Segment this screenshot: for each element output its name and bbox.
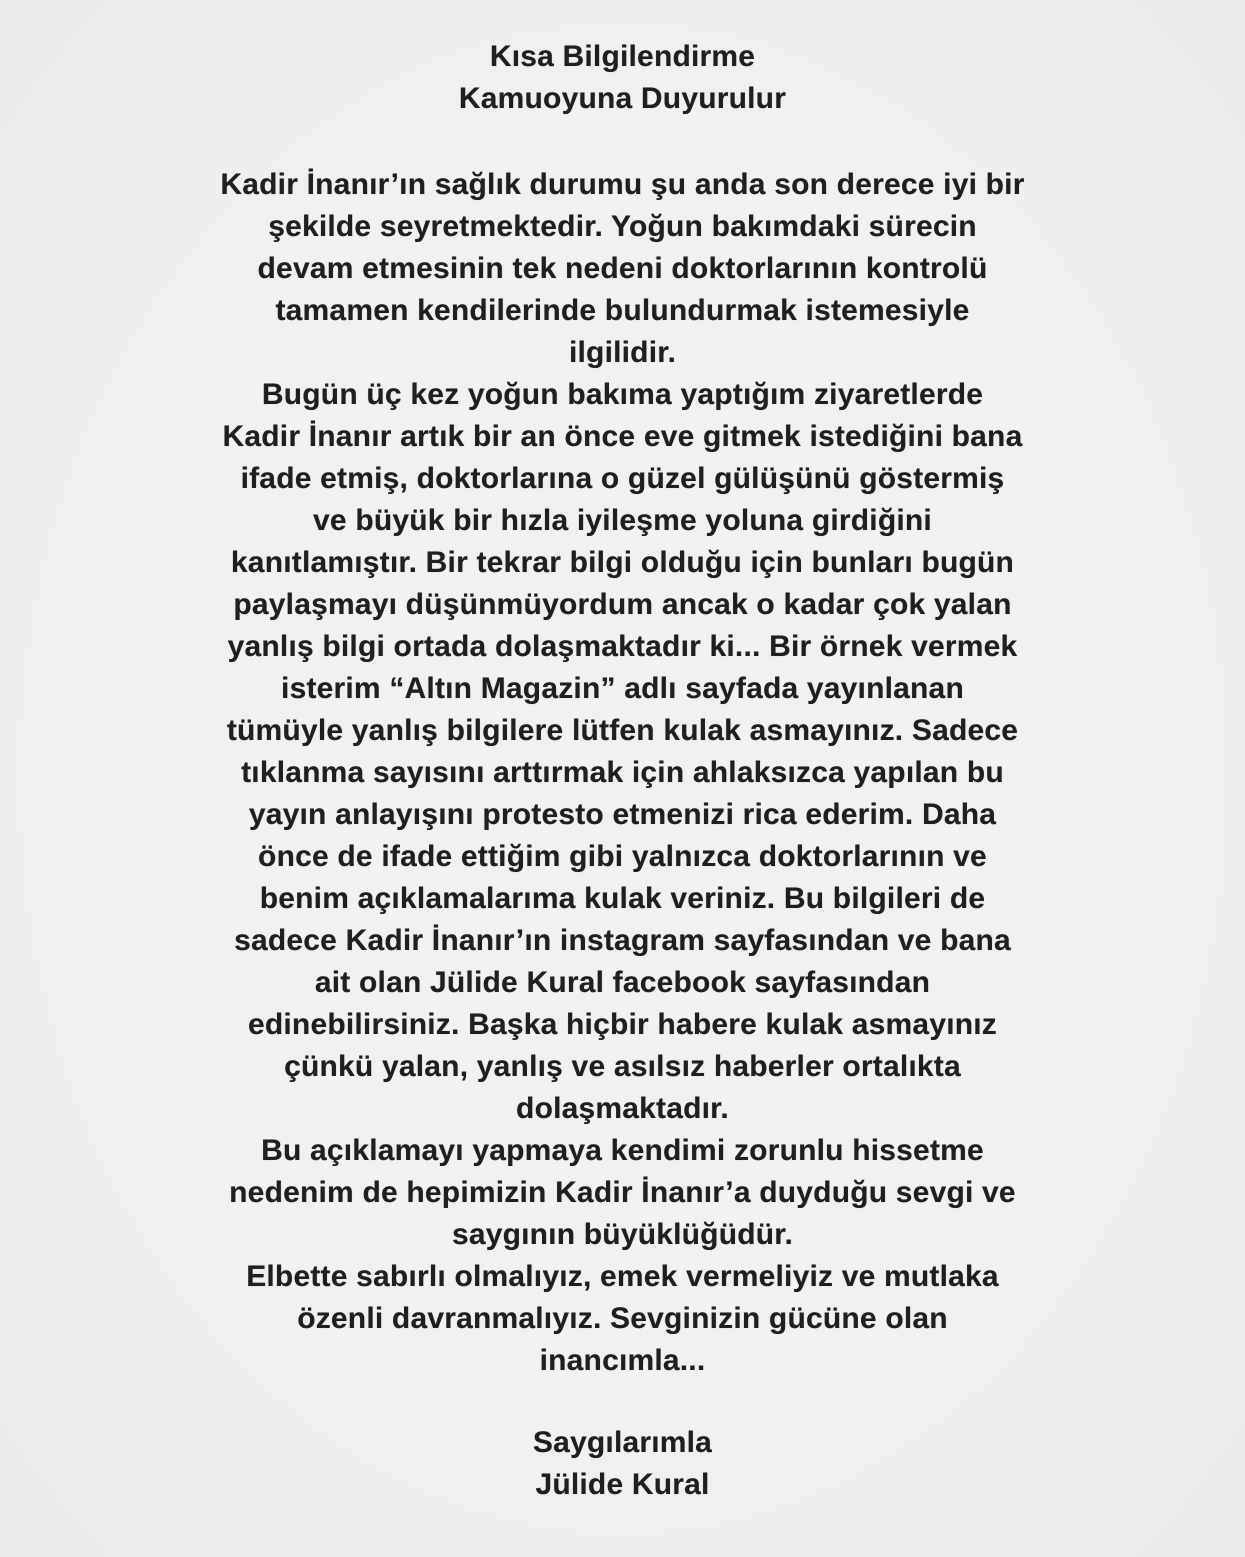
body-line: benim açıklamalarıma kulak veriniz. Bu bilgileri de — [259, 882, 986, 915]
body-line: özenli davranmalıyız. Sevginizin gücüne olan — [297, 1302, 948, 1335]
body-line: Elbette sabırlı olmalıyız, emek vermeliyiz ve mutlaka — [246, 1260, 999, 1293]
body-signature-spacer — [0, 1382, 1245, 1422]
body-line: Kadir İnanır’ın sağlık durumu şu anda son derece iyi bir — [220, 168, 1025, 201]
document-signature — [118, 1422, 1128, 1506]
signature-line: Saygılarımla — [532, 1426, 713, 1459]
body-line: inancımla... — [539, 1344, 706, 1377]
title-line: Kamuoyuna Duyurulur — [458, 82, 787, 115]
title-line: Kısa Bilgilendirme — [489, 40, 756, 73]
body-line: yanlış bilgi ortada dolaşmaktadır ki... Bir örnek vermek — [227, 630, 1018, 663]
body-line: ait olan Jülide Kural facebook sayfasından — [314, 966, 931, 999]
body-line: ve büyük bir hızla iyileşme yoluna girdiğini — [313, 504, 932, 537]
body-line: yayın anlayışını protesto etmenizi rica ederim. Daha — [248, 798, 997, 831]
signature-line: Jülide Kural — [535, 1468, 710, 1501]
body-line: sadece Kadir İnanır’ın instagram sayfasından ve bana — [234, 924, 1011, 957]
body-line: nedenim de hepimizin Kadir İnanır’a duyduğu sevgi ve — [229, 1176, 1016, 1209]
body-line: saygının büyüklüğüdür. — [451, 1218, 794, 1251]
body-line: tamamen kendilerinde bulundurmak istemesiyle — [275, 294, 970, 327]
body-line: ifade etmiş, doktorlarına o güzel gülüşünü göstermiş — [240, 462, 1005, 495]
body-line: ilgilidir. — [568, 336, 676, 369]
body-line: çünkü yalan, yanlış ve asılsız haberler ortalıkta — [284, 1050, 961, 1083]
body-line: Bu açıklamayı yapmaya kendimi zorunlu hissetme — [261, 1134, 984, 1167]
title-body-spacer — [0, 120, 1245, 164]
document-body — [118, 164, 1128, 1382]
body-line: devam etmesinin tek nedeni doktorlarının kontrolü — [257, 252, 988, 285]
body-line: tıklanma sayısını arttırmak için ahlaksızca yapılan bu — [241, 756, 1004, 789]
body-line: önce de ifade ettiğim gibi yalnızca doktorlarının ve — [258, 840, 987, 873]
body-line: dolaşmaktadır. — [516, 1092, 729, 1125]
body-line: şekilde seyretmektedir. Yoğun bakımdaki sürecin — [268, 210, 977, 243]
body-line: Kadir İnanır artık bir an önce eve gitmek istediğini bana — [222, 420, 1023, 453]
document-title — [118, 36, 1128, 120]
body-line: Bugün üç kez yoğun bakıma yaptığım ziyaretlerde — [261, 378, 984, 411]
body-line: paylaşmayı düşünmüyordum ancak o kadar çok yalan — [233, 588, 1012, 621]
body-line: edinebilirsiniz. Başka hiçbir habere kulak asmayınız — [247, 1008, 998, 1041]
body-line: tümüyle yanlış bilgilere lütfen kulak asmayınız. Sadece — [226, 714, 1019, 747]
body-line: kanıtlamıştır. Bir tekrar bilgi olduğu için bunları bugün — [230, 546, 1015, 579]
body-line: isterim “Altın Magazin” adlı sayfada yayınlanan — [281, 672, 964, 705]
